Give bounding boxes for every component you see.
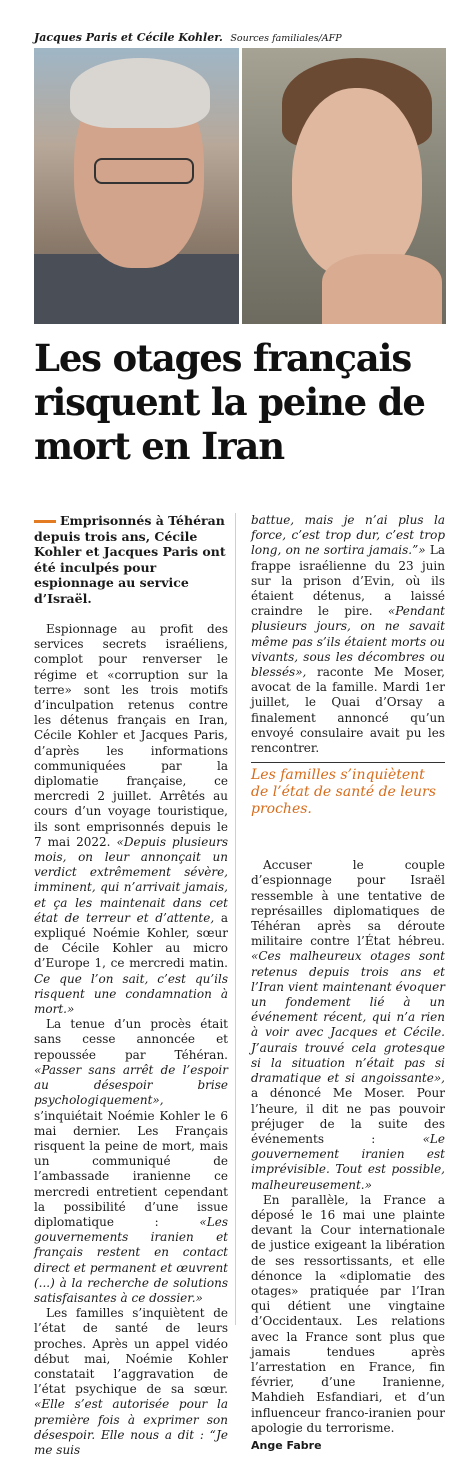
photo-cecile-kohler bbox=[242, 48, 447, 324]
article-column-right bbox=[251, 513, 445, 1453]
article-column-left bbox=[34, 513, 228, 1458]
accent-rule bbox=[34, 520, 56, 523]
pull-quote: Les familles s’inquiètent de l’état de santé de leurs proches. bbox=[251, 762, 445, 818]
paragraph: Les familles s’inquiètent de l’état de santé de leurs proches. Après un appel vidéo début mai, Noémie Kohler constatait l’aggravation de l’état psychique de sa sœur. «Elle s’est autorisée pour la première fois à exprimer son désespoir. Elle nous a dit : “Je me suis bbox=[34, 1306, 228, 1457]
paragraph: En parallèle, la France a déposé le 16 mai une plainte devant la Cour internationale de justice exigeant la libération de ses ressortissants, et elle dénonce la «diplomatie des otages» pratiquée par l’Iran qui détient une vingtaine d’Occidentaux. Les relations avec la France sont plus que jamais tendues après l’arrestation en France, fin février, d’une Iranienne, Mahdieh Esfandiari, et d’un influenceur franco-iranien pour apologie du terrorisme. bbox=[251, 1192, 445, 1435]
paragraph: La tenue d’un procès était sans cesse annoncée et repoussée par Téhéran. «Passer sans arrêt de l’espoir au désespoir brise psychologiquement», s’inquiétait Noémie Kohler le 6 mai dernier. Les Français risquent la peine de mort, mais un communiqué de l’ambassade iranienne ce mercredi entretient cependant la possibilité d’une issue diplomatique : «Les gouvernements iranien et français restent en contact direct et permanent et œuvrent (...) à la recherche de solutions satisfaisantes à ce dossier.» bbox=[34, 1017, 228, 1305]
byline: Ange Fabre bbox=[251, 1438, 322, 1452]
paragraph: Accuser le couple d’espionnage pour Israël ressemble à une tentative de représailles diplomatiques de Téhéran après sa déroute militaire contre l’État hébreu. «Ces malheureux otages sont retenus depuis trois ans et l’Iran vient maintenant évoquer un fondement lié à un événement récent, qui n’a rien à voir avec Jacques et Cécile. J’aurais trouvé cela grotesque si la situation n’était pas si dramatique et si angoissante», a dénoncé Me Moser. Pour l’heure, il dit ne pas pouvoir préjuger de la suite des événements : «Le gouvernement iranien est imprévisible. Tout est possible, malheureusement.» bbox=[251, 858, 445, 1192]
credit-names: Jacques Paris et Cécile Kohler. bbox=[34, 31, 223, 44]
paragraph: Espionnage au profit des services secrets israéliens, complot pour renverser le régime et «corruption sur la terre» sont les trois motifs d’inculpation retenus contre les détenus français en Iran, Cécile Kohler et Jacques Paris, d’après les informations communiquées par la diplomatie française, ce mercredi 2 juillet. Arrêtés au cours d’un voyage touristique, ils sont emprisonnés depuis le 7 mai 2022. «Depuis plusieurs mois, on leur annonçait un verdict extrêmement sévère, imminent, qui n’arrivait jamais, et ça les maintenait dans cet état de terreur et d’attente, a expliqué Noémie Kohler, sœur de Cécile Kohler au micro d’Europe 1, ce mercredi matin. Ce que l’on sait, c’est qu’ils risquent une condamnation à mort.» bbox=[34, 622, 228, 1017]
credit-source: Sources familiales/AFP bbox=[230, 33, 342, 44]
photo-credit bbox=[34, 30, 342, 47]
headline: Les otages français risquent la peine de mort en Iran bbox=[34, 336, 425, 468]
photo-jacques-paris bbox=[34, 48, 239, 324]
lede-text: Emprisonnés à Téhéran depuis trois ans, Cécile Kohler et Jacques Paris ont été inculpés pour espionnage au service d’Israël. bbox=[34, 513, 226, 606]
lede bbox=[34, 513, 228, 606]
column-divider bbox=[235, 513, 236, 1325]
photo-strip bbox=[34, 48, 446, 324]
paragraph: battue, mais je n’ai plus la force, c’est trop dur, c’est trop long, on ne sortira jamais.”» La frappe israélienne du 23 juin sur la prison d’Evin, où ils étaient détenus, a laissé craindre le pire. «Pendant plusieurs jours, on ne savait même pas s’ils étaient morts ou vivants, sous les décombres ou blessés», raconte Me Moser, avocat de la famille. Mardi 1er juillet, le Quai d’Orsay a finalement annoncé qu’un envoyé consulaire avait pu les rencontrer. bbox=[251, 513, 445, 756]
